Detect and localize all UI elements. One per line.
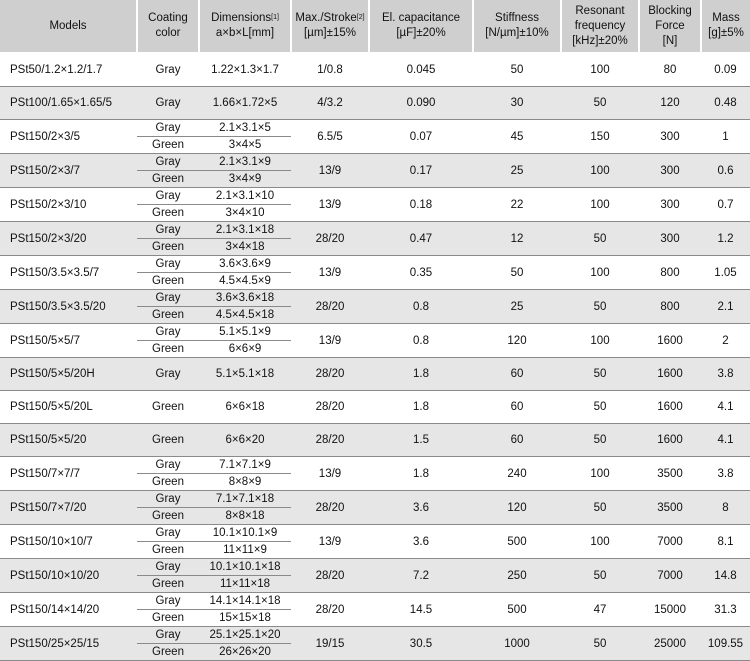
coating-color-cell: Green bbox=[137, 137, 199, 154]
coating-color-cell: Gray bbox=[155, 64, 181, 76]
table-row bbox=[0, 627, 750, 644]
model-name-cell: PSt150/7×7/20 bbox=[0, 491, 137, 525]
table-row bbox=[0, 457, 750, 474]
resonant-frequency-cell: 100 bbox=[590, 266, 610, 279]
model-name-cell: PSt50/1.2×1.2/1.7 bbox=[10, 64, 103, 76]
blocking-force-cell: 300 bbox=[660, 130, 680, 143]
model-name-cell: PSt150/7×7/7 bbox=[10, 467, 81, 480]
coating-color-cell: Gray bbox=[137, 358, 199, 391]
dimensions-cell: 7.1×7.1×18 bbox=[199, 491, 291, 508]
coating-color-cell: Green bbox=[137, 542, 199, 559]
stiffness-cell: 250 bbox=[473, 559, 561, 593]
resonant-frequency-cell: 50 bbox=[561, 358, 639, 391]
capacitance-cell: 14.5 bbox=[409, 603, 433, 616]
table-row-group bbox=[0, 53, 750, 87]
dimensions-cell: 26×26×20 bbox=[199, 644, 291, 661]
mass-cell: 4.1 bbox=[717, 401, 734, 413]
model-name-cell: PSt150/2×3/20 bbox=[0, 222, 137, 256]
blocking-force-cell: 800 bbox=[660, 266, 680, 279]
table-row bbox=[0, 222, 750, 239]
stroke-cell: 28/20 bbox=[291, 222, 369, 256]
mass-cell: 31.3 bbox=[714, 603, 737, 616]
resonant-frequency-cell: 150 bbox=[590, 130, 610, 143]
model-name-cell: PSt150/2×3/5 bbox=[10, 130, 81, 143]
capacitance-cell: 0.07 bbox=[409, 130, 433, 143]
dimensions-cell: 3×4×18 bbox=[199, 239, 291, 256]
table-row-group bbox=[0, 324, 750, 358]
dimensions-cell: 2.1×3.1×10 bbox=[215, 190, 275, 202]
table-row bbox=[0, 491, 750, 508]
table-row-group bbox=[0, 525, 750, 559]
dimensions-cell: 2.1×3.1×18 bbox=[199, 222, 291, 239]
model-name-cell: PSt150/2×3/10 bbox=[10, 198, 87, 211]
capacitance-cell: 1.8 bbox=[369, 358, 473, 391]
table-row bbox=[0, 391, 750, 424]
capacitance-cell: 0.47 bbox=[369, 222, 473, 256]
dimensions-cell: 11×11×9 bbox=[199, 542, 291, 559]
mass-cell: 1.2 bbox=[701, 222, 750, 256]
stroke-cell: 13/9 bbox=[318, 334, 342, 347]
table-row-group bbox=[0, 222, 750, 256]
coating-color-cell: Gray bbox=[137, 491, 199, 508]
dimensions-cell: 6×6×9 bbox=[199, 341, 291, 358]
stiffness-cell: 30 bbox=[473, 87, 561, 120]
mass-cell: 3.8 bbox=[701, 358, 750, 391]
model-name-cell: PSt150/3.5×3.5/20 bbox=[0, 290, 137, 324]
dimensions-cell: 4.5×4.5×18 bbox=[199, 307, 291, 324]
capacitance-cell: 0.045 bbox=[406, 64, 436, 76]
blocking-force-cell: 300 bbox=[660, 198, 680, 211]
capacitance-cell: 1.8 bbox=[413, 467, 429, 480]
blocking-force-cell: 25000 bbox=[639, 627, 701, 661]
table-row bbox=[0, 593, 750, 610]
stiffness-cell: 120 bbox=[473, 491, 561, 525]
table-row bbox=[0, 188, 750, 205]
dimensions-cell: 7.1×7.1×9 bbox=[219, 459, 271, 471]
coating-color-cell: Green bbox=[137, 273, 199, 290]
dimensions-cell: 5.1×5.1×18 bbox=[199, 358, 291, 391]
resonant-frequency-cell: 50 bbox=[561, 424, 639, 457]
header-stroke: Max./Stroke[2] [µm]±15% bbox=[291, 0, 369, 53]
stiffness-cell: 500 bbox=[507, 535, 527, 548]
table-row-group bbox=[0, 457, 750, 491]
capacitance-cell: 1.5 bbox=[369, 424, 473, 457]
model-name-cell: PSt150/25×25/15 bbox=[0, 627, 137, 661]
stiffness-cell: 60 bbox=[473, 424, 561, 457]
stiffness-cell: 45 bbox=[510, 130, 524, 143]
mass-cell: 1.05 bbox=[714, 266, 737, 279]
model-name-cell: PSt150/5×5/7 bbox=[10, 334, 81, 347]
stroke-cell: 13/9 bbox=[291, 154, 369, 188]
blocking-force-cell: 1600 bbox=[657, 334, 683, 347]
capacitance-cell: 7.2 bbox=[369, 559, 473, 593]
table-row-group bbox=[0, 424, 750, 457]
coating-color-cell: Green bbox=[152, 401, 184, 413]
table-row-group bbox=[0, 358, 750, 391]
stroke-cell: 28/20 bbox=[315, 401, 345, 413]
resonant-frequency-cell: 50 bbox=[561, 87, 639, 120]
table-row bbox=[0, 358, 750, 391]
blocking-force-cell: 120 bbox=[639, 87, 701, 120]
stiffness-cell: 25 bbox=[473, 154, 561, 188]
header-dimensions: Dimensions[1] a×b×L[mm] bbox=[199, 0, 291, 53]
mass-cell: 2.1 bbox=[701, 290, 750, 324]
capacitance-cell: 0.17 bbox=[369, 154, 473, 188]
coating-color-cell: Gray bbox=[155, 122, 181, 134]
header-capacitance: El. capacitance [µF]±20% bbox=[369, 0, 473, 53]
dimensions-cell: 11×11×18 bbox=[199, 576, 291, 593]
table-header bbox=[0, 0, 750, 53]
capacitance-cell: 0.35 bbox=[409, 266, 433, 279]
coating-color-cell: Gray bbox=[155, 190, 181, 202]
stroke-cell: 4/3.2 bbox=[291, 87, 369, 120]
coating-color-cell: Gray bbox=[155, 459, 181, 471]
mass-cell: 2 bbox=[722, 334, 729, 347]
stroke-cell: 28/20 bbox=[291, 290, 369, 324]
resonant-frequency-cell: 100 bbox=[561, 154, 639, 188]
table-row-group bbox=[0, 559, 750, 593]
header-resonant-frequency: Resonant frequency [kHz]±20% bbox=[561, 0, 639, 53]
coating-color-cell: Green bbox=[137, 171, 199, 188]
coating-color-cell: Gray bbox=[155, 527, 181, 539]
model-name-cell: PSt150/14×14/20 bbox=[10, 603, 100, 616]
dimensions-cell: 5.1×5.1×9 bbox=[219, 326, 271, 338]
table-row-group bbox=[0, 256, 750, 290]
blocking-force-cell: 80 bbox=[663, 64, 677, 76]
stroke-cell: 13/9 bbox=[318, 266, 342, 279]
stroke-cell: 13/9 bbox=[318, 535, 342, 548]
dimensions-cell: 4.5×4.5×9 bbox=[199, 273, 291, 290]
dimensions-cell: 8×8×18 bbox=[199, 508, 291, 525]
stiffness-cell: 25 bbox=[473, 290, 561, 324]
stroke-cell: 13/9 bbox=[318, 467, 342, 480]
mass-cell: 3.8 bbox=[717, 467, 734, 480]
coating-color-cell: Green bbox=[137, 576, 199, 593]
capacitance-cell: 3.6 bbox=[369, 491, 473, 525]
dimensions-cell: 3.6×3.6×18 bbox=[199, 290, 291, 307]
stroke-cell: 13/9 bbox=[318, 198, 342, 211]
mass-cell: 0.7 bbox=[717, 198, 734, 211]
table-row bbox=[0, 424, 750, 457]
table-row bbox=[0, 120, 750, 137]
table-row bbox=[0, 290, 750, 307]
resonant-frequency-cell: 100 bbox=[590, 467, 610, 480]
table-row-group bbox=[0, 627, 750, 661]
resonant-frequency-cell: 50 bbox=[561, 222, 639, 256]
table-row bbox=[0, 154, 750, 171]
stiffness-cell: 22 bbox=[510, 198, 524, 211]
table-row-group bbox=[0, 593, 750, 627]
dimensions-cell: 2.1×3.1×9 bbox=[199, 154, 291, 171]
blocking-force-cell: 1600 bbox=[657, 401, 683, 413]
blocking-force-cell: 3500 bbox=[639, 491, 701, 525]
table-row-group bbox=[0, 391, 750, 424]
model-name-cell: PSt100/1.65×1.65/5 bbox=[0, 87, 137, 120]
stiffness-cell: 500 bbox=[507, 603, 527, 616]
resonant-frequency-cell: 47 bbox=[593, 603, 607, 616]
blocking-force-cell: 3500 bbox=[657, 467, 683, 480]
model-name-cell: PSt150/10×10/7 bbox=[10, 535, 93, 548]
coating-color-cell: Gray bbox=[137, 222, 199, 239]
blocking-force-cell: 7000 bbox=[639, 559, 701, 593]
capacitance-cell: 1.8 bbox=[413, 401, 429, 413]
model-name-cell: PSt150/5×5/20 bbox=[0, 424, 137, 457]
header-coating: Coating color bbox=[137, 0, 199, 53]
mass-cell: 0.09 bbox=[714, 64, 737, 76]
table-row-group bbox=[0, 188, 750, 222]
stroke-cell: 6.5/5 bbox=[317, 130, 343, 143]
coating-color-cell: Gray bbox=[137, 290, 199, 307]
dimensions-cell: 2.1×3.1×5 bbox=[219, 122, 271, 134]
capacitance-cell: 3.6 bbox=[413, 535, 429, 548]
coating-color-cell: Green bbox=[137, 341, 199, 358]
header-stiffness: Stiffness [N/µm]±10% bbox=[473, 0, 561, 53]
resonant-frequency-cell: 100 bbox=[590, 535, 610, 548]
resonant-frequency-cell: 100 bbox=[590, 64, 610, 76]
mass-cell: 0.6 bbox=[701, 154, 750, 188]
dimensions-cell: 3×4×10 bbox=[199, 205, 291, 222]
blocking-force-cell: 800 bbox=[639, 290, 701, 324]
model-name-cell: PSt150/5×5/20L bbox=[10, 401, 93, 413]
stroke-cell: 28/20 bbox=[291, 424, 369, 457]
table-row-group bbox=[0, 87, 750, 120]
resonant-frequency-cell: 50 bbox=[561, 559, 639, 593]
resonant-frequency-cell: 100 bbox=[590, 334, 610, 347]
model-name-cell: PSt150/10×10/20 bbox=[0, 559, 137, 593]
stiffness-cell: 120 bbox=[507, 334, 527, 347]
dimensions-cell: 1.22×1.3×1.7 bbox=[211, 64, 279, 76]
coating-color-cell: Green bbox=[137, 644, 199, 661]
model-name-cell: PSt150/2×3/7 bbox=[0, 154, 137, 188]
table-row bbox=[0, 559, 750, 576]
blocking-force-cell: 1600 bbox=[639, 358, 701, 391]
dimensions-cell: 3×4×5 bbox=[199, 137, 291, 154]
dimensions-cell: 25.1×25.1×20 bbox=[199, 627, 291, 644]
stiffness-cell: 50 bbox=[510, 266, 524, 279]
mass-cell: 0.48 bbox=[701, 87, 750, 120]
capacitance-cell: 30.5 bbox=[369, 627, 473, 661]
resonant-frequency-cell: 100 bbox=[590, 198, 610, 211]
coating-color-cell: Green bbox=[137, 474, 199, 491]
mass-cell: 109.55 bbox=[701, 627, 750, 661]
stroke-cell: 19/15 bbox=[291, 627, 369, 661]
coating-color-cell: Green bbox=[137, 239, 199, 256]
capacitance-cell: 0.8 bbox=[369, 290, 473, 324]
stiffness-cell: 12 bbox=[473, 222, 561, 256]
dimensions-cell: 6×6×18 bbox=[225, 401, 265, 413]
dimensions-cell: 6×6×20 bbox=[199, 424, 291, 457]
table-row-group bbox=[0, 290, 750, 324]
coating-color-cell: Gray bbox=[155, 595, 181, 607]
table-row-group bbox=[0, 120, 750, 154]
resonant-frequency-cell: 50 bbox=[561, 627, 639, 661]
blocking-force-cell: 300 bbox=[639, 222, 701, 256]
coating-color-cell: Gray bbox=[137, 627, 199, 644]
table-row-group bbox=[0, 491, 750, 525]
capacitance-cell: 0.8 bbox=[413, 334, 429, 347]
coating-color-cell: Gray bbox=[137, 154, 199, 171]
table-row bbox=[0, 87, 750, 120]
resonant-frequency-cell: 50 bbox=[561, 491, 639, 525]
dimensions-cell: 3×4×9 bbox=[199, 171, 291, 188]
blocking-force-cell: 300 bbox=[639, 154, 701, 188]
dimensions-cell: 10.1×10.1×9 bbox=[212, 527, 278, 539]
stroke-cell: 1/0.8 bbox=[317, 64, 343, 76]
dimensions-cell: 10.1×10.1×18 bbox=[199, 559, 291, 576]
mass-cell: 1 bbox=[722, 130, 729, 143]
stiffness-cell: 60 bbox=[510, 401, 524, 413]
stroke-cell: 28/20 bbox=[291, 491, 369, 525]
coating-color-cell: Gray bbox=[155, 258, 181, 270]
dimensions-cell: 14.1×14.1×18 bbox=[209, 595, 281, 607]
mass-cell: 8 bbox=[701, 491, 750, 525]
header-mass: Mass [g]±5% bbox=[701, 0, 750, 53]
dimensions-cell: 15×15×18 bbox=[199, 610, 291, 627]
coating-color-cell: Green bbox=[137, 508, 199, 525]
blocking-force-cell: 7000 bbox=[657, 535, 683, 548]
table-row bbox=[0, 53, 750, 87]
coating-color-cell: Green bbox=[137, 424, 199, 457]
model-name-cell: PSt150/5×5/20H bbox=[0, 358, 137, 391]
table-row bbox=[0, 525, 750, 542]
stiffness-cell: 60 bbox=[473, 358, 561, 391]
stroke-cell: 28/20 bbox=[291, 358, 369, 391]
capacitance-cell: 0.18 bbox=[409, 198, 433, 211]
header-models: Models bbox=[0, 0, 137, 53]
coating-color-cell: Gray bbox=[137, 559, 199, 576]
stiffness-cell: 1000 bbox=[473, 627, 561, 661]
coating-color-cell: Gray bbox=[155, 326, 181, 338]
capacitance-cell: 0.090 bbox=[369, 87, 473, 120]
header-blocking-force: Blocking Force [N] bbox=[639, 0, 701, 53]
coating-color-cell: Gray bbox=[137, 87, 199, 120]
mass-cell: 8.1 bbox=[717, 535, 734, 548]
table-row bbox=[0, 256, 750, 273]
stroke-cell: 28/20 bbox=[291, 559, 369, 593]
mass-cell: 4.1 bbox=[701, 424, 750, 457]
coating-color-cell: Green bbox=[137, 610, 199, 627]
table-row bbox=[0, 324, 750, 341]
stiffness-cell: 50 bbox=[510, 64, 524, 76]
stroke-cell: 28/20 bbox=[315, 603, 345, 616]
blocking-force-cell: 15000 bbox=[654, 603, 686, 616]
table-row-group bbox=[0, 154, 750, 188]
dimensions-cell: 8×8×9 bbox=[199, 474, 291, 491]
coating-color-cell: Green bbox=[137, 205, 199, 222]
mass-cell: 14.8 bbox=[701, 559, 750, 593]
resonant-frequency-cell: 50 bbox=[561, 290, 639, 324]
model-name-cell: PSt150/3.5×3.5/7 bbox=[10, 266, 100, 279]
resonant-frequency-cell: 50 bbox=[593, 401, 607, 413]
dimensions-cell: 3.6×3.6×9 bbox=[219, 258, 271, 270]
coating-color-cell: Green bbox=[137, 307, 199, 324]
dimensions-cell: 1.66×1.72×5 bbox=[199, 87, 291, 120]
stiffness-cell: 240 bbox=[507, 467, 527, 480]
blocking-force-cell: 1600 bbox=[639, 424, 701, 457]
